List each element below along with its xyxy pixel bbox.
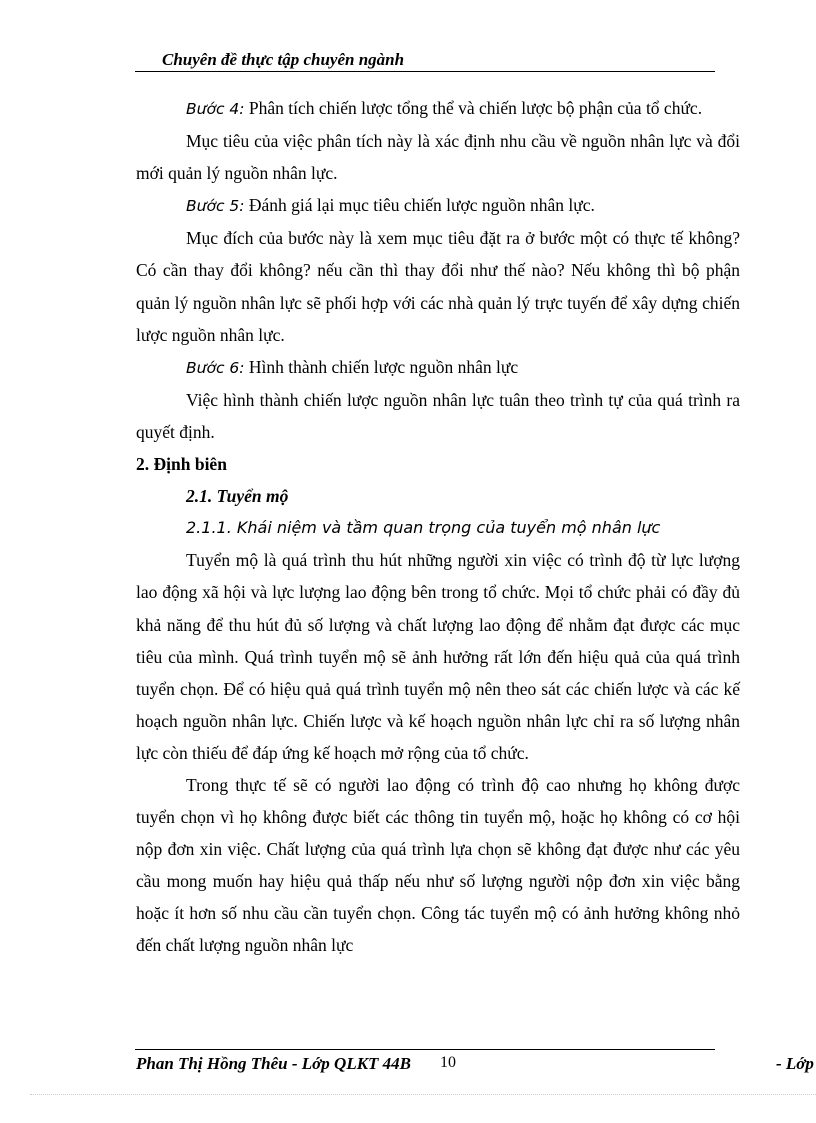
paragraph-step-5 (136, 189, 740, 222)
footer-author: Phan Thị Hồng Thêu - Lớp QLKT 44B (136, 1054, 412, 1073)
subsubsection-heading-concept: 2.1.1. Khái niệm và tầm quan trọng của tuyển mộ nhân lực (186, 518, 661, 538)
paragraph-recruitment-definition: Tuyển mộ là quá trình thu hút những người xin việc có trình độ từ lực lượng lao động xã hội và lực lượng lao động bên trong tổ chức. Mọi tổ chức phải có đầy đủ khả năng để thu hút đủ số lượng và chất lượng lao động để nhằm đạt được các mục tiêu của mình. Quá trình tuyển mộ sẽ ảnh hưởng rất lớn đến hiệu quả của quá trình tuyển chọn. Để có hiệu quả quá trình tuyển mộ nên theo sát các chiến lược và các kế hoạch nguồn nhân lực. Chiến lược và kế hoạch nguồn nhân lực chỉ ra số lượng nhân lực còn thiếu để đáp ứng kế hoạch mở rộng của tổ chức. (136, 550, 740, 763)
paragraph-recruitment-practice: Trong thực tế sẽ có người lao động có trình độ cao nhưng họ không được tuyển chọn vì họ không được biết các thông tin tuyển mộ, hoặc họ không có cơ hội nộp đơn xin việc. Chất lượng của quá trình lựa chọn sẽ không đạt được như các yêu cầu mong muốn hay hiệu quả thấp nếu như số lượng người nộp đơn xin việc bằng hoặc ít hơn số nhu cầu cần tuyển chọn. Công tác tuyển mộ có ảnh hưởng không nhỏ đến chất lượng nguồn nhân lực (136, 774, 740, 956)
paragraph-step-6 (136, 351, 740, 384)
footer-right-fragment: - Lớp (776, 1054, 814, 1073)
section-heading-staffing: 2. Định biên (136, 454, 227, 475)
step-6-label: Bước 6: (186, 358, 245, 377)
paragraph-step-5-purpose: Mục đích của bước này là xem mục tiêu đặt ra ở bước một có thực tế không? Có cần thay đổi không? nếu cần thì thay đổi như thế nào? Nếu không thì bộ phận quản lý nguồn nhân lực sẽ phối hợp với các nhà quản lý trực tuyến để xây dựng chiến lược nguồn nhân lực. (136, 228, 740, 345)
paragraph-analysis-goal: Mục tiêu của việc phân tích này là xác định nhu cầu về nguồn nhân lực và đổi mới quản lý nguồn nhân lực. (136, 131, 740, 184)
page-number: 10 (440, 1054, 456, 1071)
subsection-heading-recruitment: 2.1. Tuyển mộ (186, 486, 289, 507)
step-6-text: Hình thành chiến lược nguồn nhân lực (244, 356, 519, 377)
document-body (136, 92, 740, 962)
header-rule (135, 71, 715, 72)
step-5-label: Bước 5: (186, 197, 245, 216)
paragraph-step-4 (136, 92, 740, 125)
page-bottom-dotted-rule (30, 1094, 816, 1095)
step-4-text: Phân tích chiến lược tổng thể và chiến lược bộ phận của tổ chức. (244, 98, 703, 118)
step-5-text: Đánh giá lại mục tiêu chiến lược nguồn nhân lực. (244, 195, 595, 216)
paragraph-strategy-formation: Việc hình thành chiến lược nguồn nhân lực tuân theo trình tự của quá trình ra quyết định. (136, 389, 740, 442)
header-title: Chuyên đề thực tập chuyên ngành (162, 50, 405, 69)
footer-rule (135, 1049, 715, 1050)
step-4-label: Bước 4: (186, 100, 245, 118)
